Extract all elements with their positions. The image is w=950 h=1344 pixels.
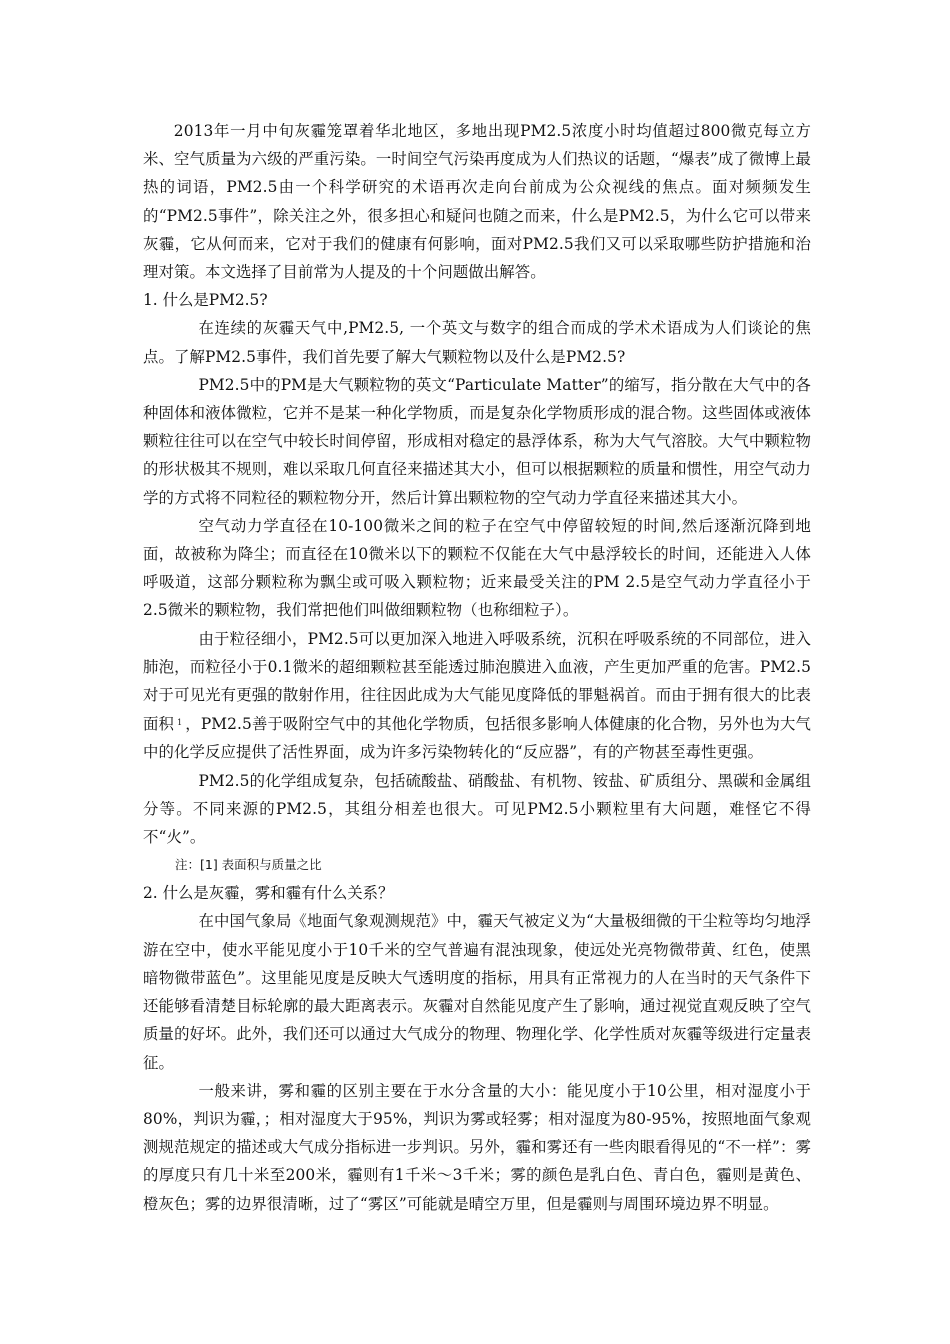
section-1-paragraph-5: PM2.5的化学组成复杂，包括硫酸盐、硝酸盐、有机物、铵盐、矿质组分、黑碳和金属组分等。不同来源的PM2.5，其组分相差也很大。可见PM2.5小颗粒里有大问题，难怪它不得不“火”。 xyxy=(143,771,811,847)
footnote: 注：[1] 表面积与质量之比 xyxy=(175,857,322,873)
intro-paragraph: 2013年一月中旬灰霾笼罩着华北地区，多地出现PM2.5浓度小时均值超过800微克每立方米、空气质量为六级的严重污染。一时间空气污染再度成为人们热议的话题，“爆表”成了微博上最热的词语，PM2.5由一个科学研究的术语再次走向台前成为公众视线的焦点。面对频频发生的“PM2.5事件”，除关注之外，很多担心和疑问也随之而来，什么是PM2.5，为什么它可以带来灰霾，它从何而来，它对于我们的健康有何影响，面对PM2.5我们又可以采取哪些防护措施和治理对策。本文选择了目前常为人提及的十个问题做出解答。 xyxy=(143,122,811,282)
section-1-heading: 1. 什么是PM2.5? xyxy=(143,291,268,310)
section-1-paragraph-3: 空气动力学直径在10-100微米之间的粒子在空气中停留较短的时间,然后逐渐沉降到地面，故被称为降尘；而直径在10微米以下的颗粒不仅能在大气中悬浮较长的时间，还能进入人体呼吸道，这部分颗粒称为飘尘或可吸入颗粒物；近来最受关注的PM 2.5是空气动力学直径小于2.5微米的颗粒物，我们常把他们叫做细颗粒物（也称细粒子）。 xyxy=(143,516,811,620)
document-page xyxy=(143,117,811,1218)
footnote-marker: 1 xyxy=(177,718,183,728)
section-2-paragraph-1: 在中国气象局《地面气象观测规范》中，霾天气被定义为“大量极细微的干尘粒等均匀地浮游在空中，使水平能见度小于10千米的空气普遍有混浊现象，使远处光亮物微带黄、红色，使黑暗物微带蓝色”。这里能见度是反映大气透明度的指标，用具有正常视力的人在当时的天气条件下还能够看清楚目标轮廓的最大距离表示。灰霾对自然能见度产生了影响，通过视觉直观反映了空气质量的好坏。此外，我们还可以通过大气成分的物理、物理化学、化学性质对灰霾等级进行定量表征。 xyxy=(143,912,811,1072)
paragraph-4-text-b: ，PM2.5善于吸附空气中的其他化学物质，包括很多影响人体健康的化合物，另外也为大气中的化学反应提供了活性界面，成为许多污染物转化的“反应器”，有的产物甚至毒性更强。 xyxy=(143,715,811,762)
section-1-paragraph-2: PM2.5中的PM是大气颗粒物的英文“Particulate Matter”的缩写，指分散在大气中的各种固体和液体微粒，它并不是某一种化学物质，而是复杂化学物质形成的混合物。这些固体或液体颗粒往往可以在空气中较长时间停留，形成相对稳定的悬浮体系，称为大气气溶胶。大气中颗粒物的形状极其不规则，难以采取几何直径来描述其大小，但可以根据颗粒的质量和惯性，用空气动力学的方式将不同粒径的颗粒物分开，然后计算出颗粒物的空气动力学直径来描述其大小。 xyxy=(143,375,811,507)
section-2-paragraph-2: 一般来讲，雾和霾的区别主要在于水分含量的大小：能见度小于10公里，相对湿度小于80%，判识为霾，；相对湿度大于95%，判识为雾或轻雾；相对湿度为80-95%，按照地面气象观测规范规定的描述或大气成分指标进一步判识。另外，霾和雾还有一些肉眼看得见的“不一样”：雾的厚度只有几十米至200米，霾则有1千米～3千米；雾的颜色是乳白色、青白色，霾则是黄色、橙灰色；雾的边界很清晰，过了“雾区”可能就是晴空万里，但是霾则与周围环境边界不明显。 xyxy=(143,1081,811,1213)
section-1-paragraph-1: 在连续的灰霾天气中,PM2.5, 一个英文与数字的组合而成的学术术语成为人们谈论的焦点。了解PM2.5事件，我们首先要了解大气颗粒物以及什么是PM2.5? xyxy=(143,319,811,366)
paragraph-4-text-a: 由于粒径细小，PM2.5可以更加深入地进入呼吸系统，沉积在呼吸系统的不同部位，进入肺泡，而粒径小于0.1微米的超细颗粒甚至能透过肺泡膜进入血液，产生更加严重的危害。PM2.5对于可见光有更强的散射作用，往往因此成为大气能见度降低的罪魁祸首。而由于拥有很大的比表面积 xyxy=(143,629,811,734)
section-1-paragraph-4 xyxy=(143,625,811,767)
section-2-heading: 2. 什么是灰霾，雾和霾有什么关系？ xyxy=(143,884,394,903)
